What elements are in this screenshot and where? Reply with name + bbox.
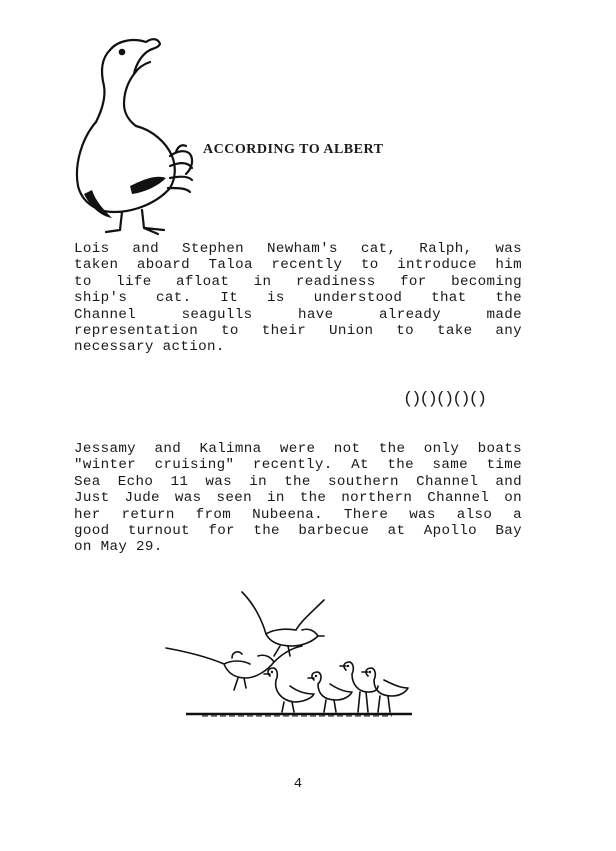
seagulls-illustration-icon bbox=[162, 590, 432, 720]
text-line: Lois and Stephen Newham's cat, Ralph, was bbox=[74, 241, 522, 257]
paragraph-ralph-the-cat bbox=[74, 241, 522, 356]
text-line: Channel seagulls have already made bbox=[74, 306, 522, 323]
text-line: representation to their Union to take any bbox=[74, 322, 522, 339]
article-title: ACCORDING TO ALBERT bbox=[203, 142, 384, 157]
page-number: 4 bbox=[293, 776, 303, 792]
text-line: her return from Nubeena. There was also a bbox=[74, 506, 522, 523]
text-line: Just Jude was seen in the northern Channel on bbox=[74, 490, 522, 507]
text-line: necessary action. bbox=[74, 339, 225, 356]
text-line: to life afloat in readiness for becoming bbox=[74, 273, 522, 290]
text-line: "winter cruising" recently. At the same time bbox=[74, 457, 522, 474]
albatross-cartoon-icon bbox=[66, 34, 206, 234]
text-line: on May 29. bbox=[74, 539, 163, 556]
text-line: good turnout for the barbecue at Apollo Bay bbox=[74, 522, 522, 539]
text-line: Jessamy and Kalimna were not the only boats bbox=[74, 441, 522, 457]
section-divider: ()()()()() bbox=[403, 390, 486, 409]
text-line: taken aboard Taloa recently to introduce him bbox=[74, 257, 522, 274]
text-line: Sea Echo 11 was in the southern Channel and bbox=[74, 473, 522, 490]
text-line: ship's cat. It is understood that the bbox=[74, 290, 522, 307]
paragraph-winter-cruising bbox=[74, 441, 522, 556]
